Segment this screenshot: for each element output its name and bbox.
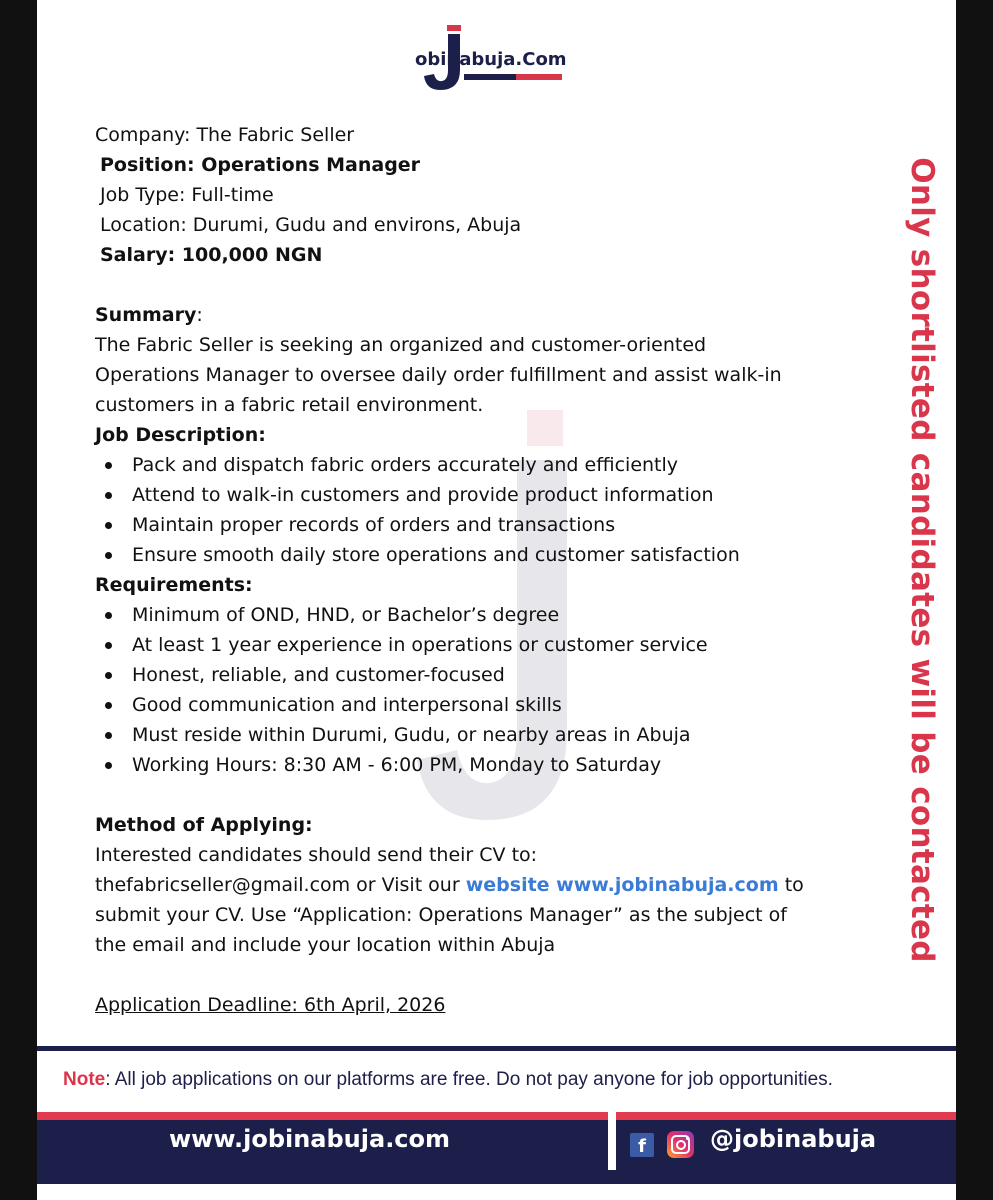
list-item-text: Maintain proper records of orders and transactions	[132, 514, 616, 536]
instagram-icon[interactable]	[667, 1131, 694, 1158]
list-item-text: Minimum of OND, HND, or Bachelor’s degree	[132, 604, 560, 626]
position-line: Position: Operations Manager	[100, 154, 421, 176]
requirements-heading: Requirements:	[95, 574, 253, 596]
job-flyer	[37, 0, 956, 1200]
facebook-icon[interactable]: f	[630, 1133, 654, 1157]
summary-heading	[95, 300, 875, 330]
list-item-text: At least 1 year experience in operations or customer service	[132, 634, 708, 656]
bullet-icon	[105, 522, 112, 529]
list-item-text: Must reside within Durumi, Gudu, or nearby areas in Abuja	[132, 724, 691, 746]
bullet-icon	[105, 492, 112, 499]
list-item-text: Working Hours: 8:30 AM - 6:00 PM, Monday to Saturday	[132, 754, 662, 776]
summary-heading-colon: :	[196, 304, 203, 326]
apply-line: Interested candidates should send their CV to:	[95, 844, 538, 866]
footer-bottom-margin	[37, 1184, 956, 1200]
footer-divider	[37, 1046, 956, 1051]
list-item	[132, 720, 875, 750]
right-border	[956, 0, 993, 1200]
apply-line	[95, 870, 875, 900]
footer-separator	[608, 1112, 616, 1170]
apply-heading: Method of Applying:	[95, 814, 313, 836]
bullet-icon	[105, 762, 112, 769]
list-item	[132, 510, 875, 540]
shortlist-notice: Only shortlisted candidates will be contacted	[904, 157, 940, 963]
list-item	[132, 540, 875, 570]
job-details	[95, 120, 875, 1020]
location-line: Location: Durumi, Gudu and environs, Abuja	[100, 214, 522, 236]
list-item-text: Pack and dispatch fabric orders accurately and efficiently	[132, 454, 679, 476]
job-type-line: Job Type: Full-time	[100, 184, 274, 206]
apply-email-text: thefabricseller@gmail.com or Visit our	[95, 874, 466, 896]
apply-line: submit your CV. Use “Application: Operations Manager” as the subject of	[95, 904, 787, 926]
note-text: : All job applications on our platforms are free. Do not pay anyone for job opportunities.	[105, 1069, 833, 1090]
free-applications-note	[63, 1069, 943, 1091]
job-description-list	[95, 450, 875, 570]
list-item-text: Good communication and interpersonal skills	[132, 694, 562, 716]
company-line: Company: The Fabric Seller	[95, 124, 355, 146]
footer-accent-stripe	[37, 1112, 956, 1120]
apply-line-suffix: to	[778, 874, 804, 896]
summary-line: The Fabric Seller is seeking an organized and customer-oriented	[95, 334, 707, 356]
job-description-heading: Job Description:	[95, 424, 266, 446]
bullet-icon	[105, 672, 112, 679]
logo-text: obinabuja.Com	[415, 49, 567, 70]
list-item	[132, 690, 875, 720]
social-handle[interactable]: @jobinabuja	[710, 1125, 877, 1153]
list-item-text: Attend to walk-in customers and provide product information	[132, 484, 714, 506]
website-link[interactable]: website www.jobinabuja.com	[465, 874, 779, 896]
list-item	[132, 630, 875, 660]
apply-line: the email and include your location within Abuja	[95, 934, 556, 956]
summary-heading-text: Summary	[95, 304, 197, 326]
bullet-icon	[105, 552, 112, 559]
bullet-icon	[105, 612, 112, 619]
summary-line: customers in a fabric retail environment.	[95, 394, 484, 416]
salary-line: Salary: 100,000 NGN	[100, 244, 323, 266]
bullet-icon	[105, 702, 112, 709]
bullet-icon	[105, 642, 112, 649]
footer-website-link[interactable]: www.jobinabuja.com	[169, 1125, 451, 1153]
list-item-text: Honest, reliable, and customer-focused	[132, 664, 505, 686]
note-label: Note	[63, 1069, 106, 1090]
requirements-list	[95, 600, 875, 780]
list-item	[132, 660, 875, 690]
bullet-icon	[105, 732, 112, 739]
list-item	[132, 480, 875, 510]
left-border	[0, 0, 37, 1200]
application-deadline: Application Deadline: 6th April, 2026	[95, 994, 446, 1016]
list-item	[132, 600, 875, 630]
summary-line: Operations Manager to oversee daily order fulfillment and assist walk-in	[95, 364, 782, 386]
list-item-text: Ensure smooth daily store operations and customer satisfaction	[132, 544, 740, 566]
list-item	[132, 450, 875, 480]
bullet-icon	[105, 462, 112, 469]
list-item	[132, 750, 875, 780]
